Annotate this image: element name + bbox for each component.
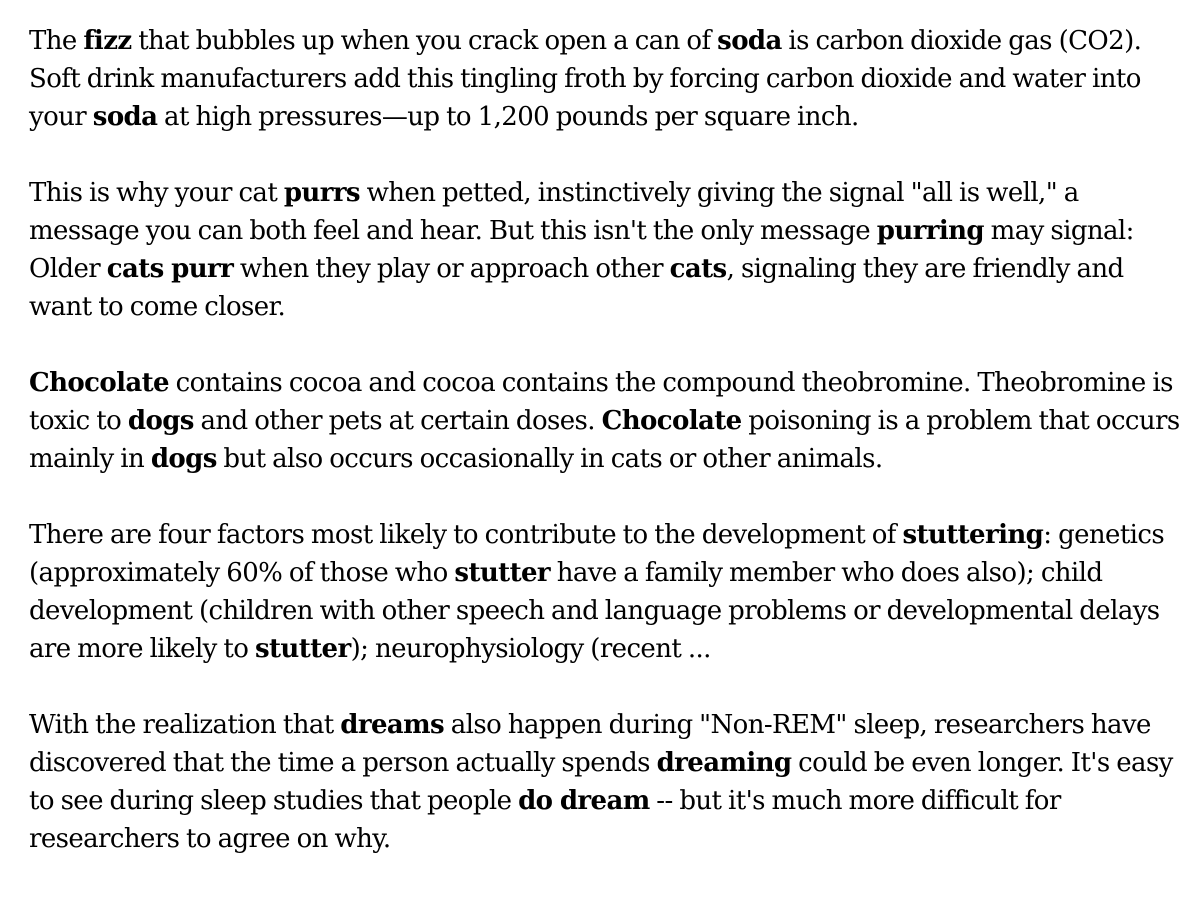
text-segment: when they play or approach other — [233, 254, 670, 284]
bold-keyword: purring — [876, 216, 984, 246]
text-segment: at high pressures—up to 1,200 pounds per square inch. — [157, 102, 859, 132]
text-segment: The — [29, 26, 84, 56]
bold-keyword: stutter — [254, 634, 351, 664]
paragraph-stuttering — [29, 516, 1180, 668]
bold-keyword: dreams — [340, 710, 445, 740]
bold-keyword: dogs — [150, 444, 217, 474]
text-segment: ); neurophysiology (recent ... — [350, 634, 711, 664]
bold-keyword: dreaming — [656, 748, 792, 778]
text-segment: is carbon dioxide gas (CO2). Soft drink manufacturers add this tingling froth by forcing carbon dioxide and water into your — [29, 26, 1142, 132]
text-segment: -- but it's much more difficult for researchers to agree on why. — [29, 786, 1061, 854]
text-segment: that bubbles up when you crack open a can of — [131, 26, 718, 56]
bold-keyword: cats — [669, 254, 727, 284]
bold-keyword: Chocolate — [601, 406, 742, 436]
paragraph-soda — [29, 22, 1180, 136]
paragraph-dreams — [29, 706, 1180, 858]
text-segment: also happen during "Non-REM" sleep, researchers have discovered that the time a person actually spends — [29, 710, 1151, 778]
text-segment: With the realization that — [29, 710, 341, 740]
paragraph-chocolate — [29, 364, 1180, 478]
text-segment: may signal: Older — [29, 216, 1134, 284]
text-segment: There are four factors most likely to contribute to the development of — [29, 520, 903, 550]
text-segment: , signaling they are friendly and want to come closer. — [29, 254, 1124, 322]
text-segment: but also occurs occasionally in cats or other animals. — [216, 444, 883, 474]
bold-keyword: do dream — [518, 786, 650, 816]
text-segment: and other pets at certain doses. — [193, 406, 602, 436]
bold-keyword: cats purr — [106, 254, 234, 284]
text-segment: when petted, instinctively giving the signal "all is well," a message you can both feel and hear. But this isn't the only message — [29, 178, 1079, 246]
bold-keyword: purrs — [283, 178, 360, 208]
text-segment: contains cocoa and cocoa contains the compound theobromine. Theobromine is toxic to — [29, 368, 1173, 436]
bold-keyword: Chocolate — [29, 368, 169, 398]
bold-keyword: stuttering — [902, 520, 1044, 550]
bold-keyword: soda — [717, 26, 782, 56]
text-segment: : genetics (approximately 60% of those who — [29, 520, 1165, 588]
paragraph-cat-purrs — [29, 174, 1180, 326]
text-segment: This is why your cat — [29, 178, 284, 208]
text-segment: poisoning is a problem that occurs mainly in — [29, 406, 1180, 474]
bold-keyword: soda — [92, 102, 158, 132]
bold-keyword: fizz — [83, 26, 132, 56]
bold-keyword: dogs — [127, 406, 194, 436]
bold-keyword: stutter — [454, 558, 551, 588]
text-segment: could be even longer. It's easy to see during sleep studies that people — [29, 748, 1173, 816]
text-segment: have a family member who does also); child development (children with other speech and language problems or developmental delays are more likely to — [29, 558, 1160, 664]
